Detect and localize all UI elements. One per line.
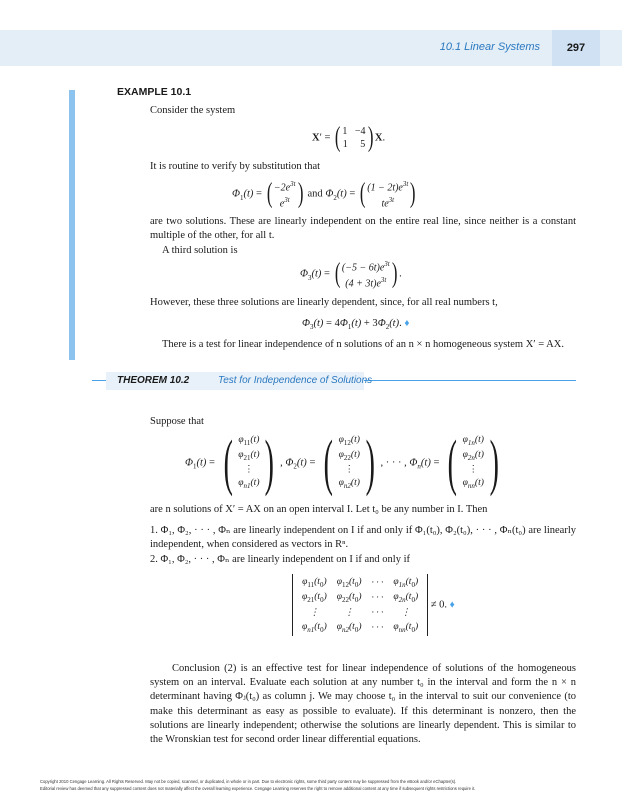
copyright-line-1: Copyright 2010 Cengage Learning. All Rights Reserved. May not be copied, scanned, or duplicated, in whole or in part. Due to electronic rights, some third party content may be suppressed from the eBook and/or eChapter(s). — [40, 779, 457, 784]
column-vectors: $\Phi_1(t)$ = ( $\varphi_{11}(t)$ $\varphi_{21}(t)$ ⋮ $\varphi_{n1}(t)$) , $\Phi_2(t)$ = ( $\varphi_{12}(t)$ $\varphi_{22}(t)$ ⋮ $\varphi_{n2}(t)$) , · · · , $\Phi_n(t)$ = ( $\varphi_{1n}(t)$ $\varphi_{2n}(t)$ ⋮ $\varphi_{nn}(t)$) — [185, 429, 499, 497]
theorem-label: THEOREM 10.2 — [117, 375, 190, 386]
solutions-text: are n solutions of X′ = AX on an open interval I. Let t₀ be any number in I. Then — [150, 504, 488, 515]
theorem-item-1: 1. Φ₁, Φ₂, · · · , Φₙ are linearly independent on I if and only if Φ₁(t₀), Φ₂(t₀), · · · , Φₙ(t₀) are linearly independent, when considered as vectors in Rⁿ. — [150, 525, 576, 551]
end-of-example-icon: ♦ — [404, 318, 410, 329]
suppose-text: Suppose that — [150, 416, 204, 427]
two-solutions-text: are two solutions. These are linearly independent on the entire real line, since neither is a constant multiple of the other, for all t. — [150, 216, 576, 242]
theorem-title: Test for Independence of Solutions — [218, 375, 373, 386]
test-text: There is a test for linear independence of n solutions of an n × n homogeneous system X′ = AX. — [162, 339, 564, 350]
system-equation: X′ = ( 1 −4 1 5) X. — [312, 122, 386, 153]
dependence-equation: $\Phi_3(t) = 4\Phi_1(t) + 3\Phi_2(t)$. ♦ — [302, 318, 410, 332]
end-of-theorem-icon: ♦ — [449, 599, 455, 611]
phi3-equation: $\Phi_3(t)$ = ( $(-5 - 6t)e^{3t}$ $(4 + 3t)e^{3t}$ ) . — [300, 258, 402, 290]
example-intro: Consider the system — [150, 105, 236, 116]
verify-text: It is routine to verify by substitution that — [150, 161, 321, 172]
example-label: EXAMPLE 10.1 — [117, 86, 192, 98]
third-solution-text: A third solution is — [162, 245, 238, 256]
theorem-item-2: 2. Φ₁, Φ₂, · · · , Φₙ are linearly independent on I if and only if — [150, 554, 410, 565]
copyright-line-2: Editorial review has deemed that any suppressed content does not materially affect the overall learning experience. Cengage Learning reserves the right to remove additional content at any time if subsequent rights restrictions require it. — [40, 786, 476, 791]
conclusion-paragraph: Conclusion (2) is an effective test for linear independence of solutions of the homogeneous system on an interval. Evaluate each solution at any number t₀ in the interval and form the n × n determinant having Φⱼ(t₀) as column j. We may choose t₀ in the interval to suit our convenience (to make this determinant as easy as possible to evaluate). If this determinant is nonzero, then the solutions are linearly independent; otherwise the solutions are linearly dependent. This is similar to the Wronskian test for second order linear differential equations. — [150, 663, 576, 746]
determinant: $\varphi_{11}(t_0)$ $\varphi_{12}(t_0)$ · · · $\varphi_{1n}(t_0)$ $\varphi_{21}(t_0)$ $\varphi_{22}(t_0)$ · · · $\varphi_{2n}(t_0)$ ⋮ ⋮ · · · ⋮ $\varphi_{n1}(t_0)$ $\varphi_{n2}(t_0)$ · · · $\varphi_{nn}(t_0)$ — [292, 574, 428, 636]
determinant-condition: $\varphi_{11}(t_0)$ $\varphi_{12}(t_0)$ · · · $\varphi_{1n}(t_0)$ $\varphi_{21}(t_0)$ $\varphi_{22}(t_0)$ · · · $\varphi_{2n}(t_0)$ ⋮ ⋮ · · · ⋮ $\varphi_{n1}(t_0)$ $\varphi_{n2}(t_0)$ · · · $\varphi_{nn}(t_0)$ ≠ 0. ♦ — [292, 574, 455, 636]
theorem-rule-right — [364, 380, 576, 381]
page-number: 297 — [552, 30, 600, 66]
dependent-text: However, these three solutions are linearly dependent, since, for all real numbers t, — [150, 297, 498, 308]
example-side-bar — [69, 90, 75, 360]
section-title: 10.1 Linear Systems — [439, 41, 540, 53]
phi1-phi2-equation: $\Phi_1(t)$ = ( $-2e^{3t}$ $e^{3t}$ ) and $\Phi_2(t)$ = ( $(1 - 2t)e^{3t}$ $te^{3t}$ ) — [232, 178, 416, 210]
